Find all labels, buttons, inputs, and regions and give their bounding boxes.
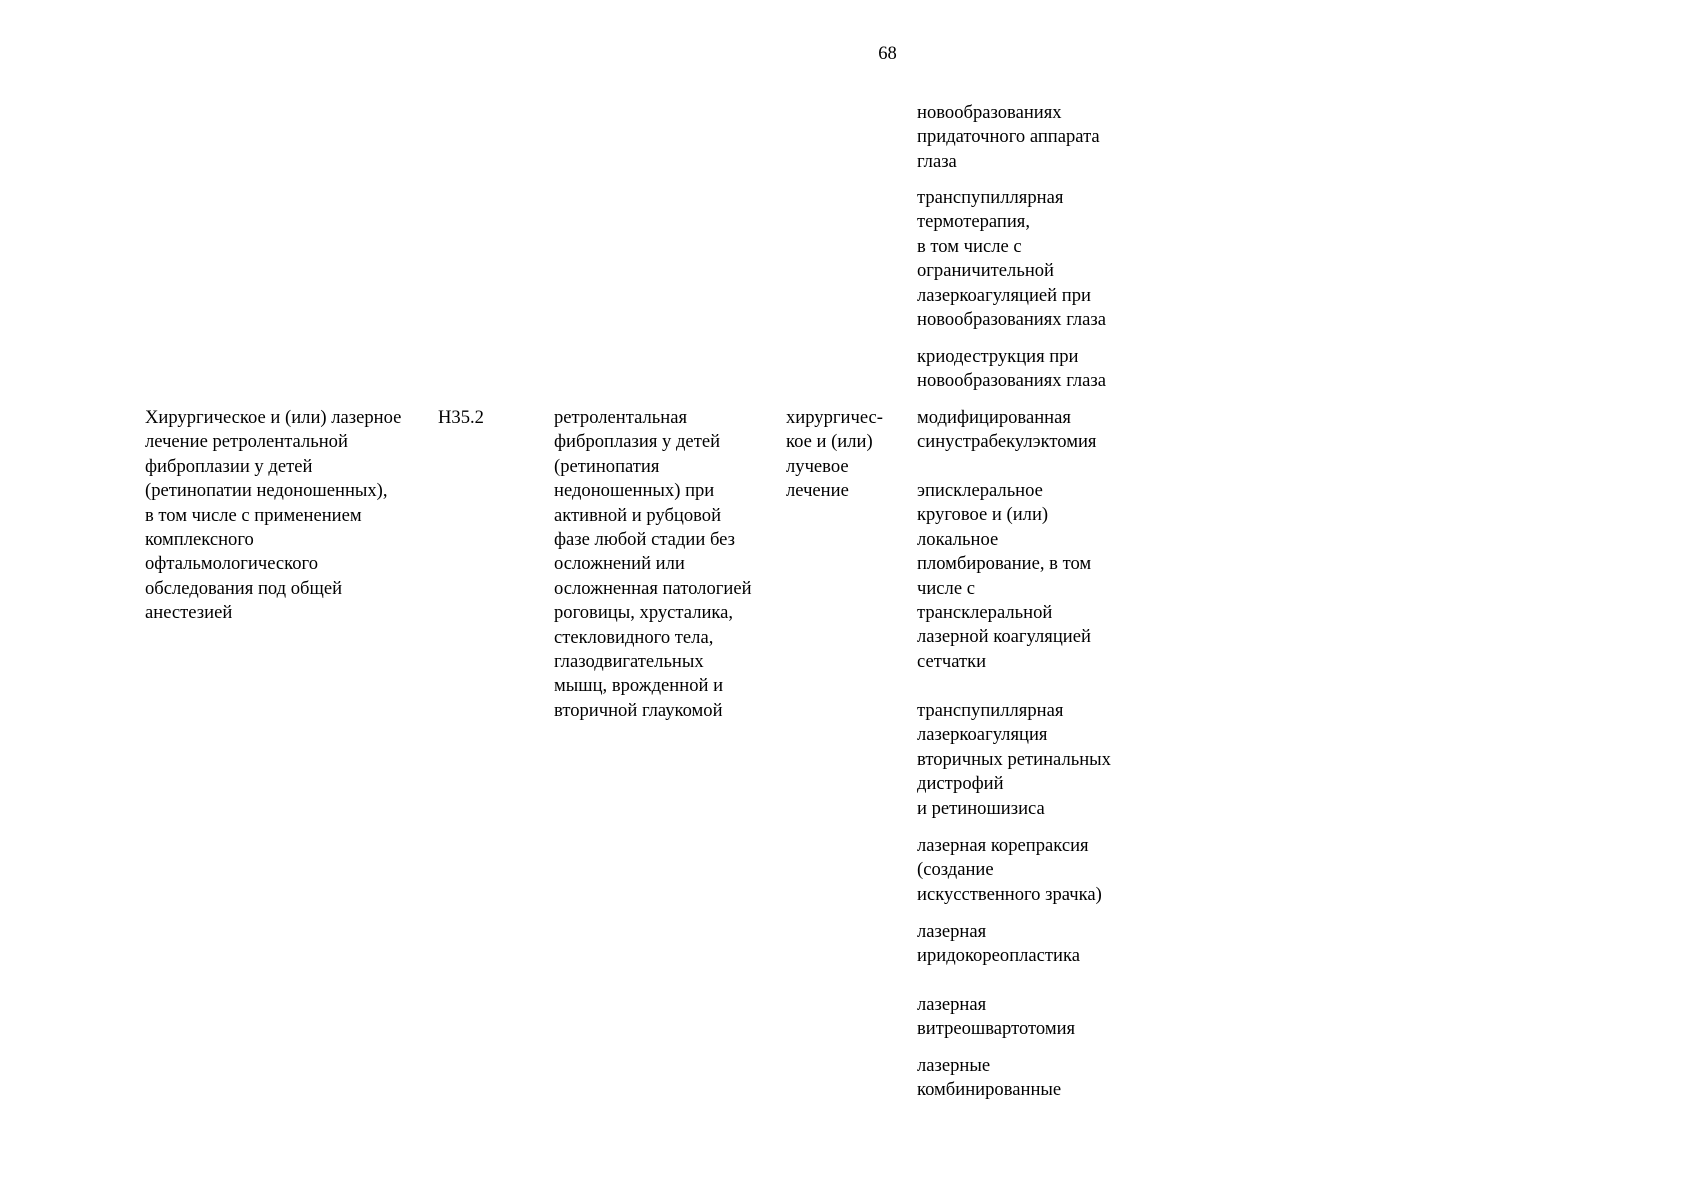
condition-name: Хирургическое и (или) лазерное лечение ретролентальной фиброплазии у детей (ретинопатии недоношенных), в том числе с применением комплексного офтальмологического обследования под общей анестезией [145, 407, 402, 624]
treatment-method-6: транспупиллярная лазеркоагуляция вторичных ретинальных дистрофий и ретиношизиса [917, 700, 1111, 819]
treatment-method-7: лазерная корепраксия (создание искусственного зрачка) [917, 835, 1102, 905]
treatment-method-3: криодеструкция при новообразованиях глаза [917, 346, 1107, 392]
treatment-method-1: новообразованиях придаточного аппарата глаза [917, 102, 1100, 172]
treatment-method-9: лазерная витреошвартотомия [917, 994, 1076, 1040]
treatment-type: хирургичес- кое и (или) лучевое лечение [786, 407, 883, 502]
treatment-method-5: эписклеральное круговое и (или) локальное пломбирование, в том числе с трансклеральной лазерной коагуляцией сетчатки [917, 480, 1092, 672]
treatment-method-2: транспупиллярная термотерапия, в том числе с ограничительной лазеркоагуляцией при новообразованиях глаза [917, 187, 1107, 331]
patient-model: ретролентальная фиброплазия у детей (ретинопатия недоношенных) при активной и рубцовой фазе любой стадии без осложнений или осложненная патологией роговицы, хрусталика, стекловидного тела, глазодвигательных мышц, врожденной и вторичной глаукомой [554, 407, 752, 721]
treatment-method-8: лазерная иридокореопластика [917, 921, 1081, 967]
icd-code: H35.2 [438, 407, 484, 428]
treatment-method-10: лазерные комбинированные [917, 1055, 1062, 1101]
treatment-method-4: модифицированная синустрабекулэктомия [917, 407, 1097, 453]
page-number: 68 [878, 43, 897, 64]
